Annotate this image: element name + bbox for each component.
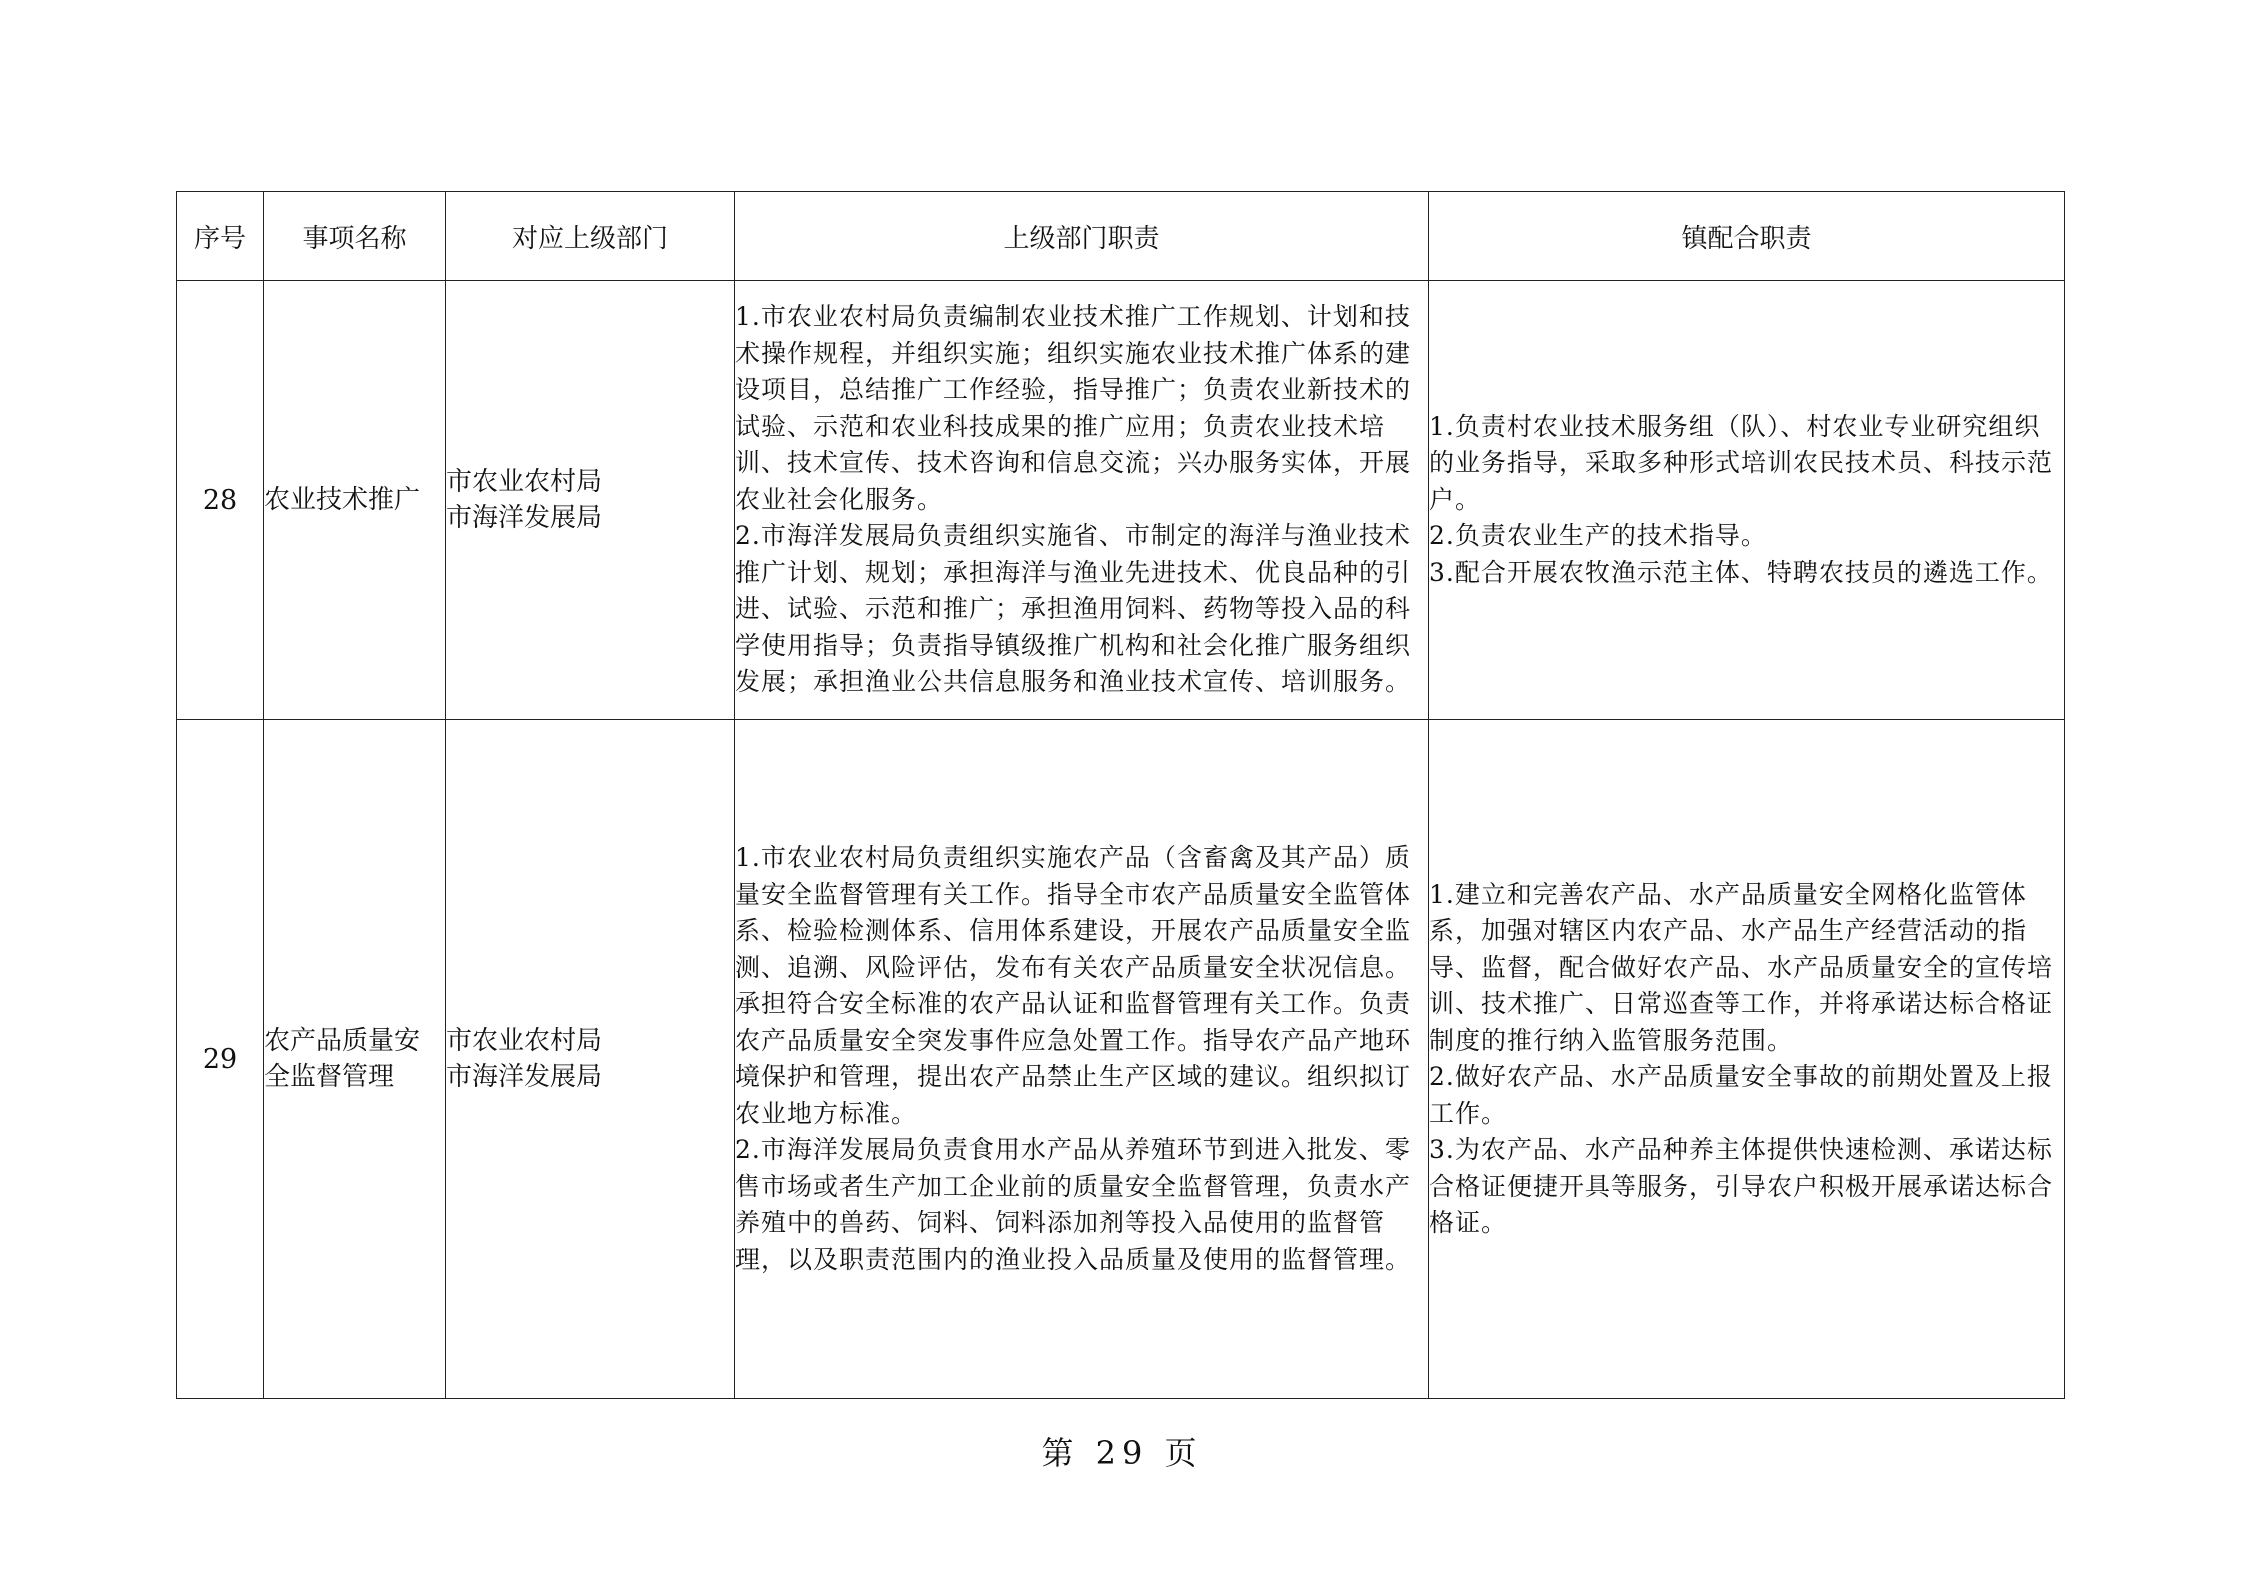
header-name: 事项名称	[264, 192, 446, 281]
department-name: 市农业农村局	[446, 467, 603, 497]
table-row	[177, 720, 2065, 1399]
town-duty-paragraph: 3.配合开展农牧渔示范主体、特聘农技员的遴选工作。	[1429, 557, 2053, 587]
department-name: 市农业农村局	[446, 1026, 603, 1056]
department-name: 市海洋发展局	[446, 1062, 603, 1092]
town-duties-cell	[1429, 720, 2065, 1399]
upper-duty-paragraph: 1.市农业农村局负责编制农业技术推广工作规划、计划和技术操作规程，并组织实施；组织实施农业技术推广体系的建设项目，总结推广工作经验，指导推广；负责农业新技术的试验、示范和农业科技成果的推广应用；负责农业技术培训、技术宣传、技术咨询和信息交流；兴办服务实体，开展农业社会化服务。	[735, 302, 1412, 514]
header-no: 序号	[177, 192, 264, 281]
page-number: 第 29 页	[1041, 1434, 1203, 1472]
item-name: 农产品质量安全监督管理	[264, 720, 446, 1399]
header-upper-duties: 上级部门职责	[735, 192, 1429, 281]
department-cell	[446, 720, 735, 1399]
town-duty-paragraph: 2.做好农产品、水产品质量安全事故的前期处置及上报工作。	[1429, 1062, 2053, 1128]
town-duty-paragraph: 1.负责村农业技术服务组（队）、村农业专业研究组织的业务指导，采取多种形式培训农民技术员、科技示范户。	[1429, 411, 2054, 514]
table-row	[177, 281, 2065, 720]
duties-table	[176, 191, 2065, 1399]
upper-duty-paragraph: 1.市农业农村局负责组织实施农产品（含畜禽及其产品）质量安全监督管理有关工作。指导全市农产品质量安全监管体系、检验检测体系、信用体系建设，开展农产品质量安全监测、追溯、风险评估，发布有关农产品质量安全状况信息。承担符合安全标准的农产品认证和监督管理有关工作。负责农产品质量安全突发事件应急处置工作。指导农产品产地环境保护和管理，提出农产品禁止生产区域的建议。组织拟订农业地方标准。	[735, 843, 1412, 1128]
row-number: 29	[177, 720, 264, 1399]
department-cell	[446, 281, 735, 720]
town-duty-paragraph: 3.为农产品、水产品种养主体提供快速检测、承诺达标合格证便捷开具等服务，引导农户积极开展承诺达标合格证。	[1429, 1135, 2054, 1237]
header-town-duties: 镇配合职责	[1429, 192, 2065, 281]
upper-duties-cell	[735, 281, 1429, 720]
town-duties-cell	[1429, 281, 2065, 720]
upper-duty-paragraph: 2.市海洋发展局负责食用水产品从养殖环节到进入批发、零售市场或者生产加工企业前的质量安全监督管理，负责水产养殖中的兽药、饲料、饲料添加剂等投入品使用的监督管理，以及职责范围内的渔业投入品质量及使用的监督管理。	[735, 1135, 1412, 1274]
department-name: 市海洋发展局	[446, 503, 603, 533]
table-header-row	[177, 192, 2065, 281]
row-number: 28	[177, 281, 264, 720]
upper-duty-paragraph: 2.市海洋发展局负责组织实施省、市制定的海洋与渔业技术推广计划、规划；承担海洋与渔业先进技术、优良品种的引进、试验、示范和推广；承担渔用饲料、药物等投入品的科学使用指导；负责指导镇级推广机构和社会化推广服务组织发展；承担渔业公共信息服务和渔业技术宣传、培训服务。	[735, 521, 1412, 697]
town-duty-paragraph: 2.负责农业生产的技术指导。	[1429, 521, 1767, 551]
upper-duties-cell	[735, 720, 1429, 1399]
header-dept: 对应上级部门	[446, 192, 735, 281]
item-name: 农业技术推广	[264, 281, 446, 720]
town-duty-paragraph: 1.建立和完善农产品、水产品质量安全网格化监管体系，加强对辖区内农产品、水产品生产经营活动的指导、监督，配合做好农产品、水产品质量安全的宣传培训、技术推广、日常巡查等工作，并将承诺达标合格证制度的推行纳入监管服务范围。	[1429, 879, 2054, 1055]
